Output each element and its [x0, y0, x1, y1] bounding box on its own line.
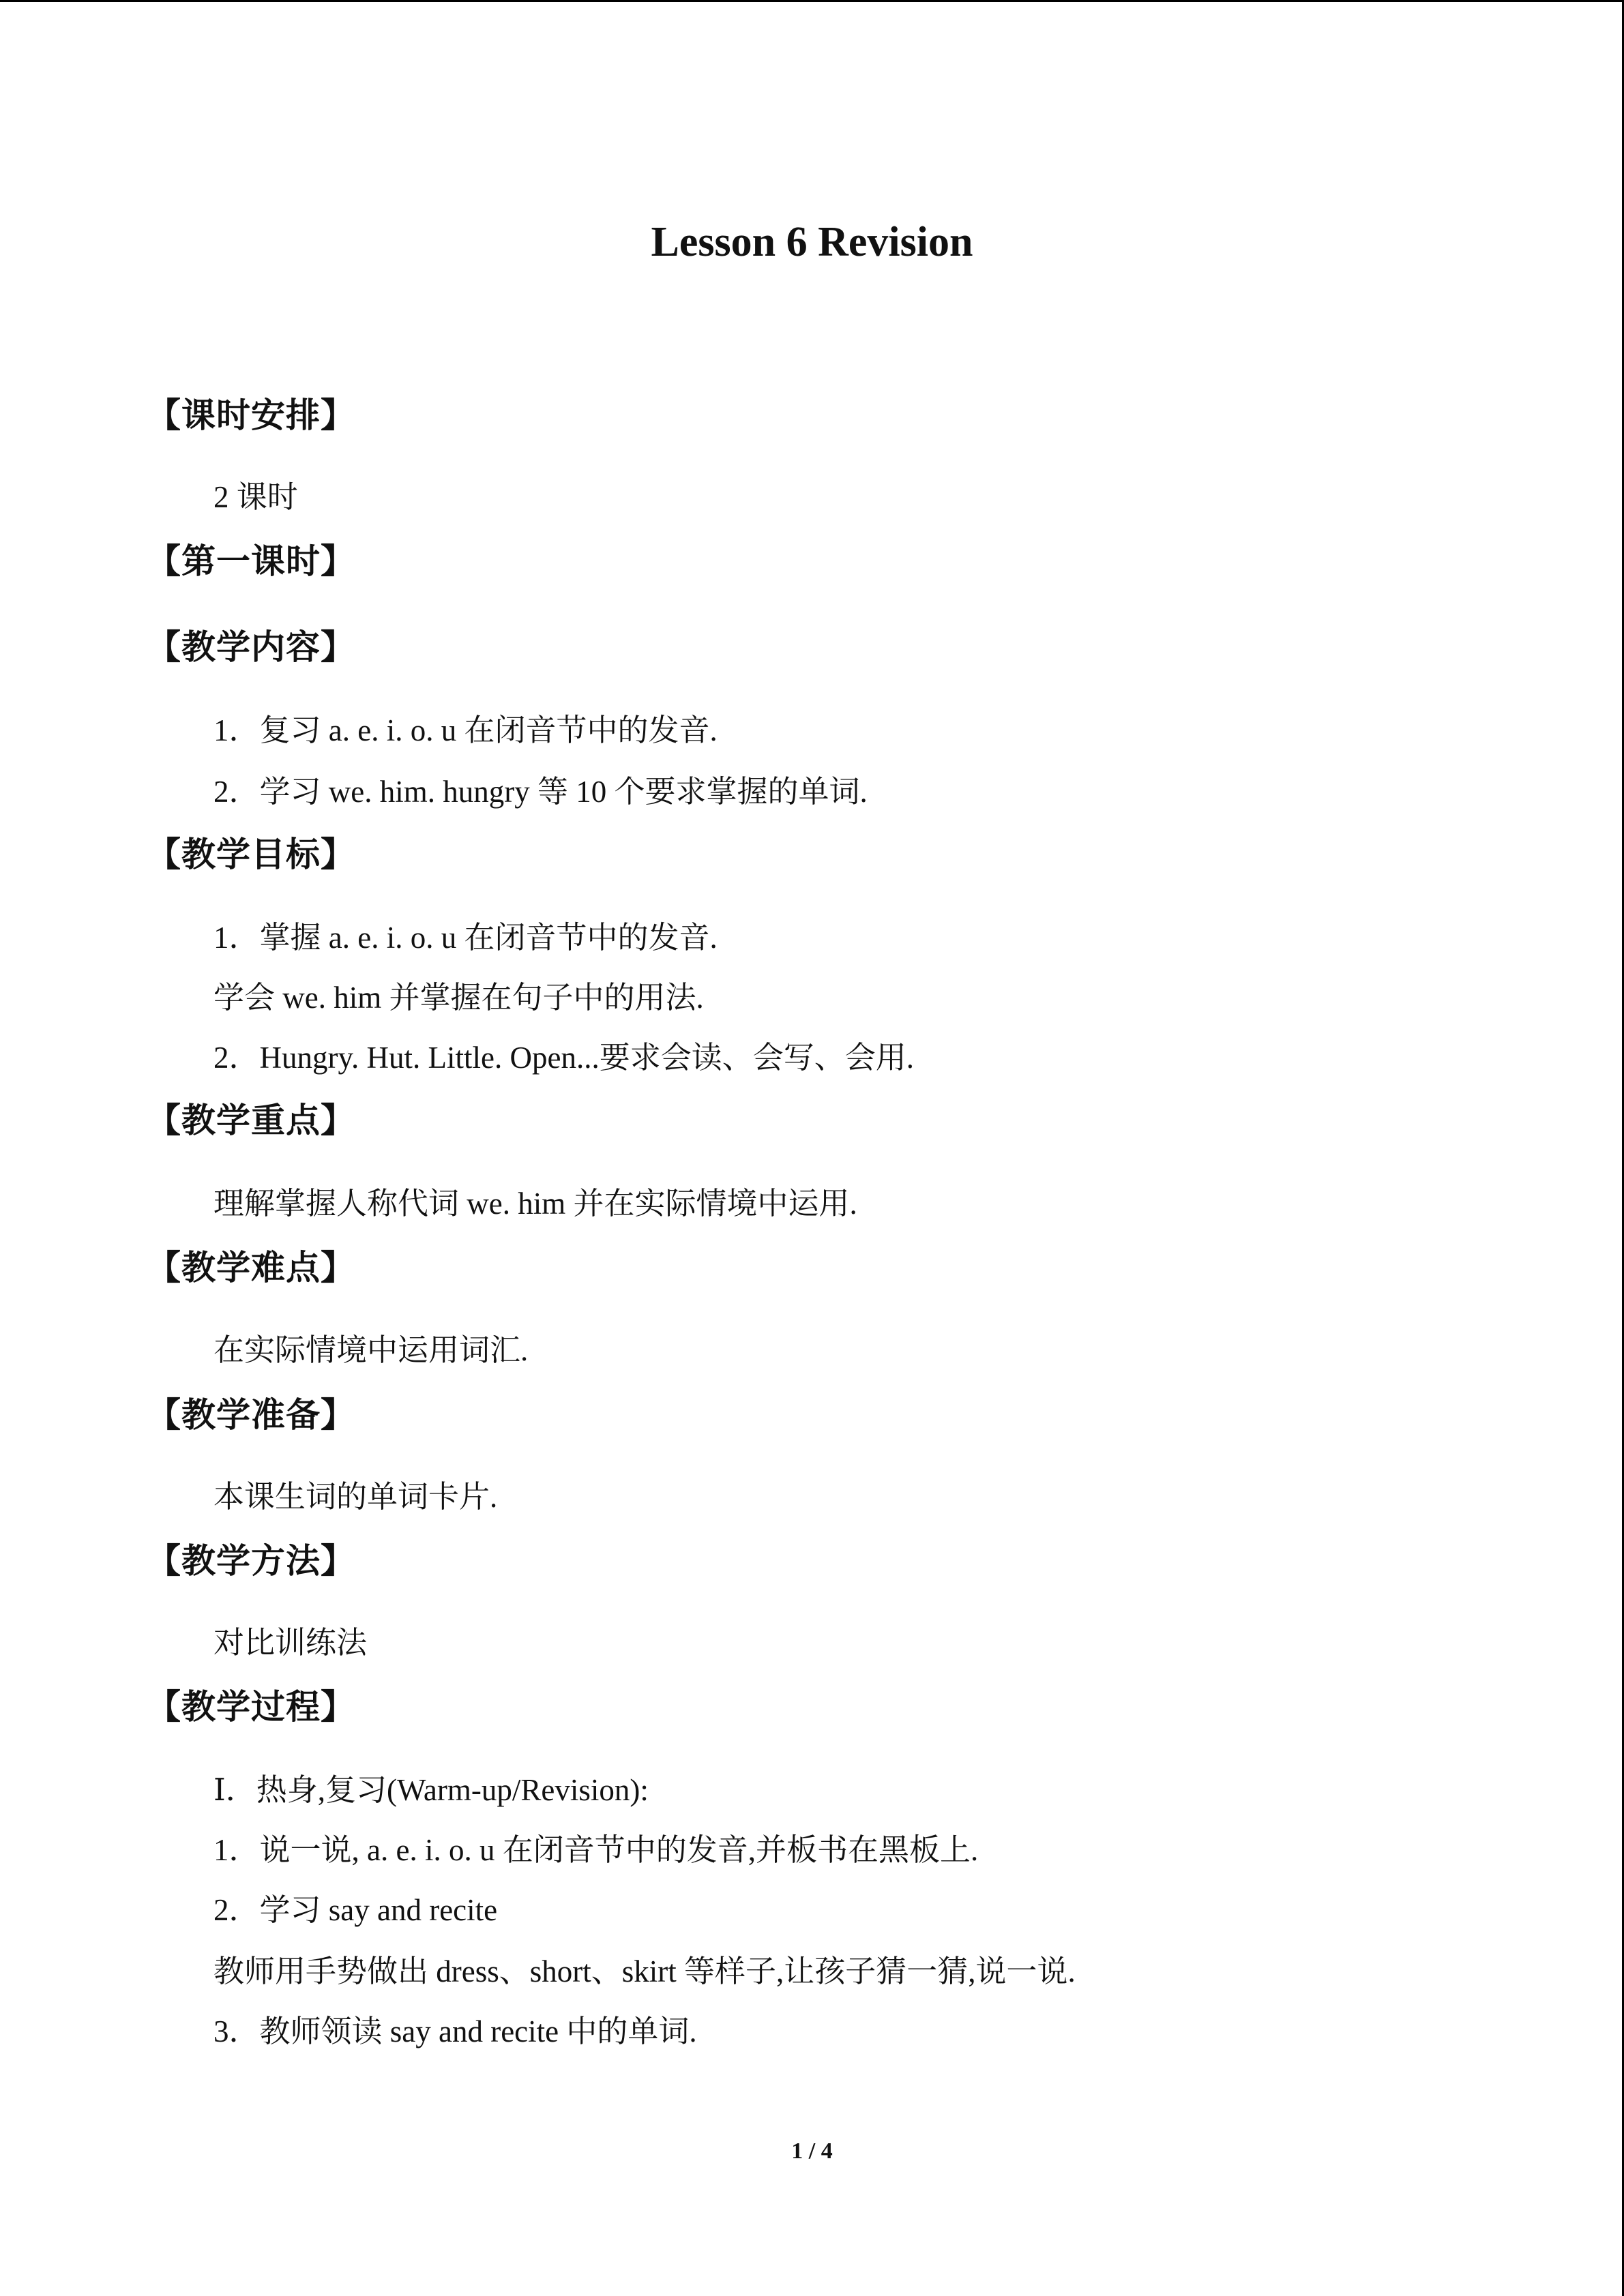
- paragraph: 1．说一说, a. e. i. o. u 在闭音节中的发音,并板书在黑板上.: [213, 1833, 979, 1867]
- paragraph: 对比训练法: [213, 1626, 368, 1660]
- section-heading-content: 【教学内容】: [147, 627, 355, 667]
- section-heading-objectives: 【教学目标】: [147, 835, 355, 874]
- paragraph: 2．学习 say and recite: [213, 1893, 498, 1927]
- paragraph: 1．掌握 a. e. i. o. u 在闭音节中的发音.: [213, 921, 718, 955]
- page-number: 1 / 4: [791, 2138, 833, 2164]
- paragraph: 本课生词的单词卡片.: [213, 1480, 498, 1514]
- section-heading-preparation: 【教学准备】: [147, 1395, 355, 1435]
- paragraph: 3．教师领读 say and recite 中的单词.: [213, 2014, 697, 2048]
- paragraph: 2．Hungry. Hut. Little. Open...要求会读、会写、会用.: [213, 1041, 915, 1075]
- section-heading-process: 【教学过程】: [147, 1687, 355, 1727]
- paragraph: 2 课时: [213, 480, 298, 514]
- paragraph: 教师用手势做出 dress、short、skirt 等样子,让孩子猜一猜,说一说.: [213, 1954, 1076, 1988]
- paragraph: 在实际情境中运用词汇.: [213, 1333, 529, 1367]
- paragraph: 1．复习 a. e. i. o. u 在闭音节中的发音.: [213, 713, 718, 747]
- document-title: Lesson 6 Revision: [651, 219, 973, 265]
- paragraph: 理解掌握人称代词 we. him 并在实际情境中运用.: [213, 1187, 857, 1221]
- section-heading-difficulties: 【教学难点】: [147, 1248, 355, 1287]
- section-heading-schedule: 【课时安排】: [147, 396, 355, 435]
- section-heading-key-points: 【教学重点】: [147, 1101, 355, 1140]
- paragraph: Ⅰ．热身,复习(Warm-up/Revision):: [213, 1773, 649, 1807]
- paragraph: 学会 we. him 并掌握在句子中的用法.: [213, 981, 704, 1015]
- section-heading-first-period: 【第一课时】: [147, 541, 355, 581]
- paragraph: 2．学习 we. him. hungry 等 10 个要求掌握的单词.: [213, 775, 868, 809]
- section-heading-methods: 【教学方法】: [147, 1541, 355, 1581]
